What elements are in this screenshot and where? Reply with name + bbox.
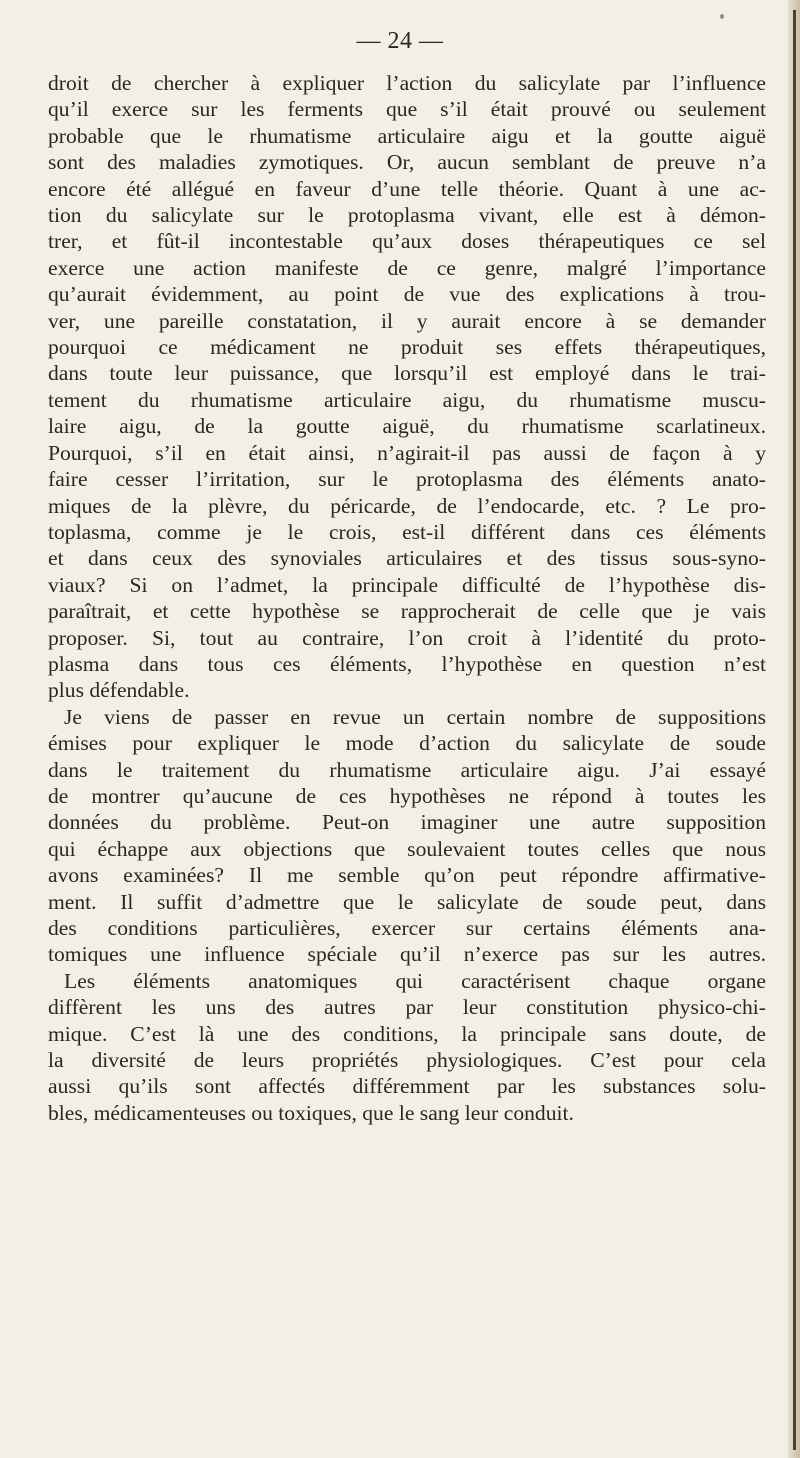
body-text — [48, 70, 766, 1126]
text-line: encore été allégué en faveur d’une telle théorie. Quant à une ac- — [48, 176, 766, 201]
text-line: plus défendable. — [48, 678, 190, 703]
page-right-edge — [788, 0, 800, 1458]
paragraph-2 — [48, 704, 766, 1127]
text-line: faire cesser l’irritation, sur le protoplasma des éléments anato- — [48, 467, 766, 492]
binding-shadow — [793, 10, 796, 1450]
text-line: des conditions particulières, exercer sur certains éléments ana- — [48, 916, 766, 940]
text-line: diffèrent les uns des autres par leur constitution physico-chi- — [48, 995, 766, 1020]
text-line: tement du rhumatisme articulaire aigu, du rhumatisme muscu- — [48, 387, 766, 412]
text-line: tomiques une influence spéciale qu’il n’exerce pas sur les autres. — [48, 942, 766, 967]
text-line: ment. Il suffit d’admettre que le salicylate de soude peut, dans — [48, 889, 766, 914]
text-line: bles, médicamenteuses ou toxiques, que le sang leur conduit. — [48, 1100, 574, 1125]
text-line: probable que le rhumatisme articulaire aigu et la goutte aiguë — [48, 123, 766, 148]
text-line: qu’aurait évidemment, au point de vue des explications à trou- — [48, 282, 766, 307]
text-line: viaux? Si on l’admet, la principale difficulté de l’hypothèse dis- — [48, 572, 766, 597]
text-line: sont des maladies zymotiques. Or, aucun semblant de preuve n’a — [48, 150, 766, 175]
text-line: ver, une pareille constatation, il y aurait encore à se demander — [48, 308, 766, 333]
text-line: aussi qu’ils sont affectés différemment par les substances solu- — [48, 1074, 766, 1099]
text-line: Les éléments anatomiques qui caractérisent chaque organe — [64, 968, 766, 993]
text-line: pourquoi ce médicament ne produit ses effets thérapeutiques, — [48, 335, 766, 360]
text-line: dans toute leur puissance, que lorsqu’il est employé dans le trai- — [48, 361, 766, 386]
text-line: plasma dans tous ces éléments, l’hypothèse en question n’est — [48, 651, 766, 676]
paper-spot — [720, 14, 724, 19]
text-line: émises pour expliquer le mode d’action du salicylate de soude — [48, 731, 766, 756]
text-line: exerce une action manifeste de ce genre, malgré l’importance — [48, 255, 766, 280]
text-line: de montrer qu’aucune de ces hypothèses ne répond à toutes les — [48, 783, 766, 808]
text-line: avons examinées? Il me semble qu’on peut répondre affirmative- — [48, 863, 766, 888]
text-line: mique. C’est là une des conditions, la principale sans doute, de — [48, 1021, 766, 1046]
text-line: droit de chercher à expliquer l’action du salicylate par l’influence — [48, 71, 766, 95]
text-line: proposer. Si, tout au contraire, l’on croit à l’identité du proto- — [48, 625, 766, 650]
page-number: — 24 — — [356, 28, 444, 54]
text-line: miques de la plèvre, du péricarde, de l’endocarde, etc. ? Le pro- — [48, 493, 766, 518]
text-line: qui échappe aux objections que soulevaient toutes celles que nous — [48, 836, 766, 861]
paragraph-1 — [48, 70, 766, 704]
text-line: la diversité de leurs propriétés physiologiques. C’est pour cela — [48, 1048, 766, 1073]
text-line: tion du salicylate sur le protoplasma vivant, elle est à démon- — [48, 203, 766, 228]
text-line: Je viens de passer en revue un certain nombre de suppositions — [64, 704, 766, 729]
text-line: et dans ceux des synoviales articulaires et des tissus sous-syno- — [48, 546, 766, 571]
text-line: trer, et fût-il incontestable qu’aux doses thérapeutiques ce sel — [48, 229, 766, 254]
text-line: Pourquoi, s’il en était ainsi, n’agirait-il pas aussi de façon à y — [48, 440, 766, 465]
text-line: toplasma, comme je le crois, est-il différent dans ces éléments — [48, 519, 766, 544]
text-line: données du problème. Peut-on imaginer une autre supposition — [48, 810, 766, 835]
text-line: paraîtrait, et cette hypothèse se rapprocherait de celle que je vais — [48, 599, 766, 624]
text-line: qu’il exerce sur les ferments que s’il était prouvé ou seulement — [48, 97, 766, 122]
text-line: dans le traitement du rhumatisme articulaire aigu. J’ai essayé — [48, 757, 766, 782]
text-line: laire aigu, de la goutte aiguë, du rhumatisme scarlatineux. — [48, 414, 766, 439]
